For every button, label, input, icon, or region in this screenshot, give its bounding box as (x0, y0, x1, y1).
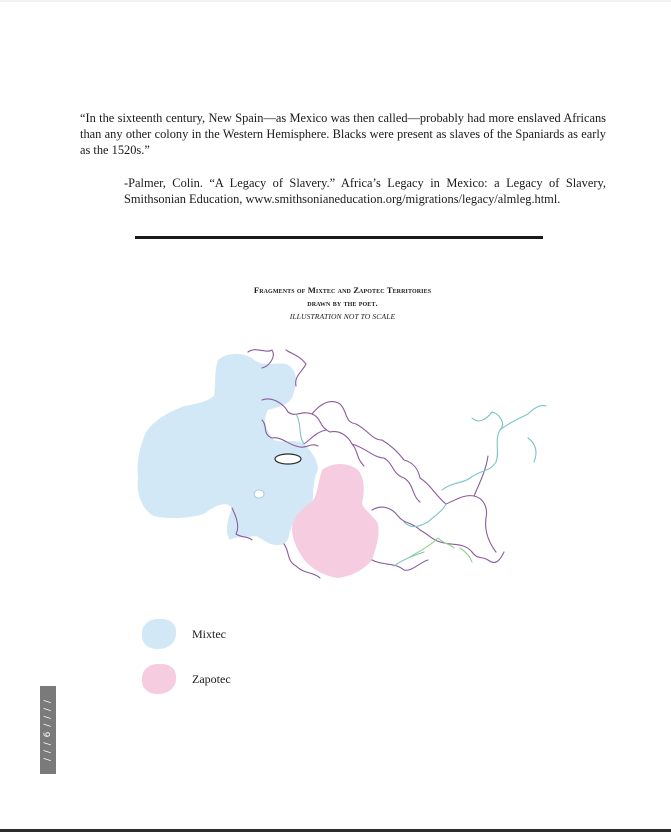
mixtec-territory (137, 354, 318, 545)
legend-swatch-zapotec (142, 664, 176, 694)
epigraph-citation: -Palmer, Colin. “A Legacy of Slavery.” Africa’s Legacy in Mexico: a Legacy of Slavery, Smithsonian Education, www.smithsonianeducation.org/migrations/legacy/almleg.html. (124, 176, 606, 207)
lake-1 (275, 454, 301, 464)
legend-item-zapotec (142, 664, 231, 694)
legend-label-zapotec: Zapotec (192, 671, 231, 686)
epigraph-quote: “In the sixteenth century, New Spain—as Mexico was then called—probably had more enslaved Africans than any other colony in the Western Hemisphere. Blacks were present as slaves of the Spaniards as early as the 1520s.” (80, 111, 606, 158)
map-scale-note: ILLUSTRATION NOT TO SCALE (289, 312, 396, 321)
page-number-tab: / / / 6 / / / / (40, 686, 56, 774)
map-title-line-1: Fragments of Mixtec and Zapotec Territories (253, 285, 432, 295)
map-title-line-2: drawn by the poet. (307, 298, 378, 308)
legend-item-mixtec (142, 619, 226, 649)
legend-label-mixtec: Mixtec (192, 626, 226, 641)
legend-swatch-mixtec (142, 619, 176, 649)
lake-2 (254, 490, 264, 498)
